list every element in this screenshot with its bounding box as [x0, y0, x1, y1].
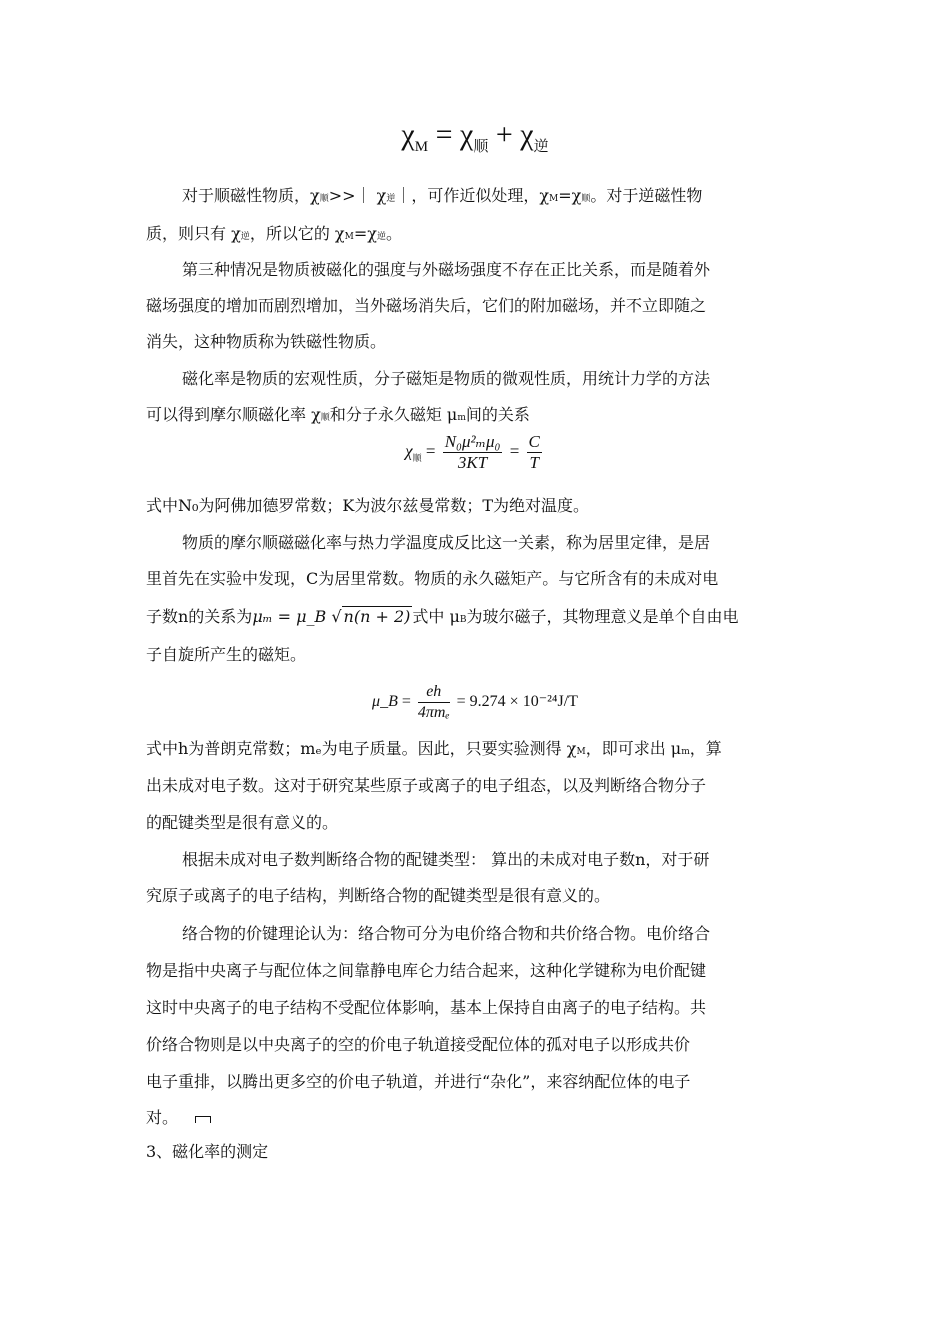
paragraph-curie-line-3: 子数n的关系为μₘ = μ_B √ n(n + 2) 式中 μB为玻尔磁子，其物理意义是单个自由电	[146, 607, 739, 626]
paragraph-curie-line-4: 子自旋所产生的磁矩。	[146, 645, 307, 664]
paragraph-measurement-line-1: 式中h为普朗克常数；mₑ为电子质量。因此，只要实验测得 χM，即可求出 μm，算	[146, 739, 722, 758]
paragraph-ferromagnetic-line-3: 消失，这种物质称为铁磁性物质。	[146, 332, 387, 351]
paragraph-paramagnetic-line-2: 质，则只有 χ逆，所以它的 χM=χ逆。	[146, 224, 402, 243]
paragraph-measurement-line-2: 出未成对电子数。这对于研究某些原子或离子的电子组态，以及判断络合物分子	[146, 776, 707, 795]
paragraph-mark-icon	[195, 1116, 211, 1123]
paragraph-valence-bond-line-4: 价络合物则是以中央离子的空的价电子轨道接受配位体的孤对电子以形成共价	[146, 1035, 691, 1054]
paragraph-susceptibility-line-2: 可以得到摩尔顺磁化率 χ顺和分子永久磁矩 μm间的关系	[146, 405, 530, 424]
paragraph-paramagnetic-line-1: 对于顺磁性物质，χ顺>>｜ χ逆｜，可作近似处理，χM=χ顺。对于逆磁性物	[182, 186, 703, 205]
paragraph-measurement-line-3: 的配键类型是很有意义的。	[146, 813, 339, 832]
paragraph-bond-type-line-2: 究原子或离子的电子结构，判断络合物的配键类型是很有意义的。	[146, 886, 611, 905]
paragraph-valence-bond-line-5: 电子重排，以腾出更多空的价电子轨道，并进行“杂化”，来容纳配位体的电子	[146, 1072, 691, 1091]
section-heading: 3、磁化率的测定	[146, 1142, 269, 1161]
equation-curie-law: $\chi_顺$ = $\frac{\text{N₀μ²ₘμ₀}}{3KT}$ = $\frac{C}{T}$	[405, 432, 540, 472]
paragraph-bond-type-line-1: 根据未成对电子数判断络合物的配键类型： 算出的未成对电子数n，对于研	[182, 850, 710, 869]
equation-total-susceptibility: $\chi_M = \chi_顺 + \chi_逆$	[401, 118, 549, 155]
paragraph-valence-bond-line-3: 这时中央离子的电子结构不受配位体影响，基本上保持自由离子的电子结构。共	[146, 998, 707, 1017]
paragraph-curie-line-2: 里首先在实验中发现，C为居里常数。物质的永久磁矩产。与它所含有的未成对电	[146, 569, 719, 588]
paragraph-ferromagnetic-line-2: 磁场强度的增加而剧烈增加，当外磁场消失后，它们的附加磁场，并不立即随之	[146, 296, 707, 315]
definition-line-1: 式中N₀为阿佛加德罗常数；K为波尔兹曼常数；T为绝对温度。	[146, 496, 590, 515]
paragraph-ferromagnetic-line-1: 第三种情况是物质被磁化的强度与外磁场强度不存在正比关系，而是随着外	[182, 260, 711, 279]
paragraph-valence-bond-line-1: 络合物的价键理论认为：络合物可分为电价络合物和共价络合物。电价络合	[182, 924, 711, 943]
paragraph-susceptibility-line-1: 磁化率是物质的宏观性质，分子磁矩是物质的微观性质，用统计力学的方法	[182, 369, 711, 388]
paragraph-curie-line-1: 物质的摩尔顺磁磁化率与热力学温度成反比这一关素，称为居里定律，是居	[182, 533, 711, 552]
paragraph-valence-bond-line-2: 物是指中央离子与配位体之间靠静电库仑力结合起来，这种化学键称为电价配键	[146, 961, 707, 980]
equation-bohr-magneton: μ_B = $\frac{eh}{\text{4πmₑ}}$ = 9.274 × 10⁻²⁴J/T	[372, 683, 578, 721]
paragraph-valence-bond-line-6: 对。	[146, 1108, 179, 1127]
